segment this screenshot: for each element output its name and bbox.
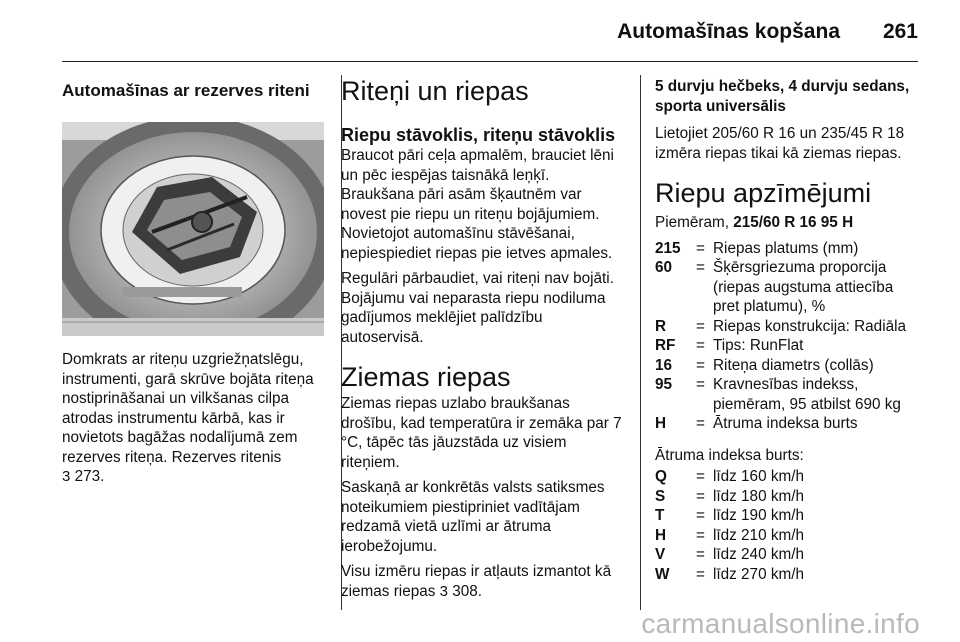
- speed-index-row: [655, 467, 923, 487]
- column-1: [62, 75, 327, 493]
- speed-index-row: [655, 565, 923, 585]
- speed-index-row-equals: =: [696, 565, 705, 583]
- designation-row: [655, 239, 923, 259]
- speed-index-row-value: līdz 210 km/h: [713, 526, 804, 544]
- designation-row: [655, 317, 923, 337]
- paragraph-kerbs: Braucot pāri ceļa apmalēm, brauciet lēni un pēc iespējas taisnākā leņķī. Braukšana pāri asām šķautnēm var novest pie riepu un riteņu bojājumiem. Novietojot automašīnu stāvēšanai, nepiespiediet riepas pie ietves apmales.: [341, 147, 614, 262]
- page-ref-308[interactable]: 308.: [452, 582, 482, 600]
- page-ref-273[interactable]: 273.: [74, 468, 105, 485]
- designation-row-key: H: [655, 415, 667, 432]
- designation-row-equals: =: [696, 376, 705, 393]
- designation-row-equals: =: [696, 415, 705, 432]
- column-2: [341, 75, 626, 607]
- speed-index-row-key: Q: [655, 468, 667, 485]
- speed-index-row-equals: =: [696, 487, 705, 505]
- header-rule: [62, 61, 918, 62]
- column-divider-2: [640, 75, 641, 610]
- spare-wheel-tool-kit-photo: [62, 122, 324, 336]
- ref-arrow-icon: 3: [439, 582, 448, 600]
- designation-row-key: 215: [655, 239, 681, 257]
- speed-index-row-key: S: [655, 487, 666, 505]
- speed-index-row: [655, 526, 923, 546]
- speed-index-row-value: līdz 240 km/h: [713, 546, 804, 563]
- speed-index-row: [655, 487, 923, 507]
- speed-index-row-key: H: [655, 526, 667, 544]
- designation-row: [655, 336, 923, 356]
- speed-index-row-value: līdz 180 km/h: [713, 487, 804, 505]
- designation-row-value: Riteņa diametrs (collās): [713, 356, 874, 374]
- designation-row-value: Riepas konstrukcija: Radiāla: [713, 317, 907, 335]
- example-value: 215/60 R 16 95 H: [733, 214, 854, 231]
- designation-row: [655, 258, 923, 317]
- speed-index-row-equals: =: [696, 526, 705, 544]
- watermark: carmanualsonline.info: [641, 608, 920, 639]
- speed-index-row-value: līdz 160 km/h: [713, 468, 804, 485]
- designation-row-equals: =: [696, 317, 705, 335]
- speed-index-table: [655, 467, 923, 584]
- speed-index-row: [655, 506, 923, 526]
- designation-row-value: Ātruma indeksa burts: [713, 415, 858, 432]
- designation-row-value: Kravnesības indekss, piemēram, 95 atbilst 690 kg: [713, 376, 901, 413]
- designation-row-value: Riepas platums (mm): [713, 239, 859, 257]
- speed-index-heading: Ātruma indeksa burts:: [655, 446, 804, 464]
- speed-index-row-value: līdz 190 km/h: [713, 507, 804, 524]
- designation-row-value: Tips: RunFlat: [713, 337, 804, 354]
- designation-row-key: 95: [655, 376, 673, 393]
- caption: Domkrats ar riteņu uzgriežņatslēgu, instrumenti, garā skrūve bojāta riteņa nostiprināšanai un vilkšanas cilpa atrodas instrumentu kārbā, kas ir novietots bagāžas nodalījumā zem rezerves riteņa. Rezerves ritenis 3 273.: [62, 351, 314, 485]
- designation-row-key: R: [655, 317, 667, 335]
- speed-index-row-key: T: [655, 507, 665, 524]
- subheading-tyre-condition: Riepu stāvoklis, riteņu stāvoklis: [341, 125, 616, 145]
- section-title-wheels-tyres: Riteņi un riepas: [341, 76, 529, 106]
- speed-index-row-equals: =: [696, 546, 705, 563]
- section-title-winter-tyres: Ziemas riepas: [341, 362, 511, 392]
- ref-arrow-icon: 3: [62, 468, 71, 485]
- designation-row-key: RF: [655, 337, 676, 354]
- speed-index-row-equals: =: [696, 468, 705, 485]
- designation-row-equals: =: [696, 259, 705, 276]
- section-title-tyre-designations: Riepu apzīmējumi: [655, 178, 872, 208]
- designation-row-key: 60: [655, 259, 673, 276]
- paragraph-speed-sticker: Saskaņā ar konkrētās valsts satiksmes noteikumiem piestipriniet vadītājam redzamā vietā uzlīmi ar ātruma ierobežojumu.: [341, 479, 605, 555]
- speed-index-row-equals: =: [696, 507, 705, 524]
- paragraph-winter-only-sizes: Lietojiet 205/60 R 16 un 235/45 R 18 izmēra riepas tikai kā ziemas riepas.: [655, 125, 905, 162]
- designation-row: [655, 414, 923, 434]
- model-heading: 5 durvju hečbeks, 4 durvju sedans, sporta universālis: [655, 78, 910, 115]
- designation-row-equals: =: [696, 337, 705, 354]
- designation-row: [655, 356, 923, 376]
- designation-row-equals: =: [696, 356, 705, 374]
- speed-index-row: [655, 545, 923, 565]
- speed-index-row-key: W: [655, 565, 670, 583]
- designation-row-key: 16: [655, 356, 673, 374]
- page-number: 261: [882, 20, 918, 43]
- section-heading-spare-wheel: Automašīnas ar rezerves riteni: [62, 81, 310, 100]
- designation-row-value: Šķērsgriezuma proporcija (riepas augstuma attiecība pret platumu), %: [713, 259, 894, 315]
- designation-table: [655, 239, 923, 434]
- column-3: [655, 75, 923, 584]
- paragraph-winter-temperature: Ziemas riepas uzlabo braukšanas drošību, kad temperatūra ir zemāka par 7 °C, tāpēc tās jāuzstāda uz visiem riteņiem.: [341, 395, 622, 471]
- header-title: Automašīnas kopšana: [617, 20, 840, 43]
- designation-row-equals: =: [696, 239, 705, 257]
- example-line: Piemēram, 215/60 R 16 95 H: [655, 214, 854, 231]
- designation-row: [655, 375, 923, 414]
- paragraph-all-sizes: Visu izmēru riepas ir atļauts izmantot kā ziemas riepas 3 308.: [341, 563, 612, 600]
- speed-index-row-key: V: [655, 546, 666, 563]
- paragraph-check-wheels: Regulāri pārbaudiet, vai riteņi nav bojāti. Bojājumu vai neparasta riepu nodiluma gadījumos meklējiet palīdzību autoservisā.: [341, 270, 614, 346]
- speed-index-row-value: līdz 270 km/h: [713, 565, 804, 583]
